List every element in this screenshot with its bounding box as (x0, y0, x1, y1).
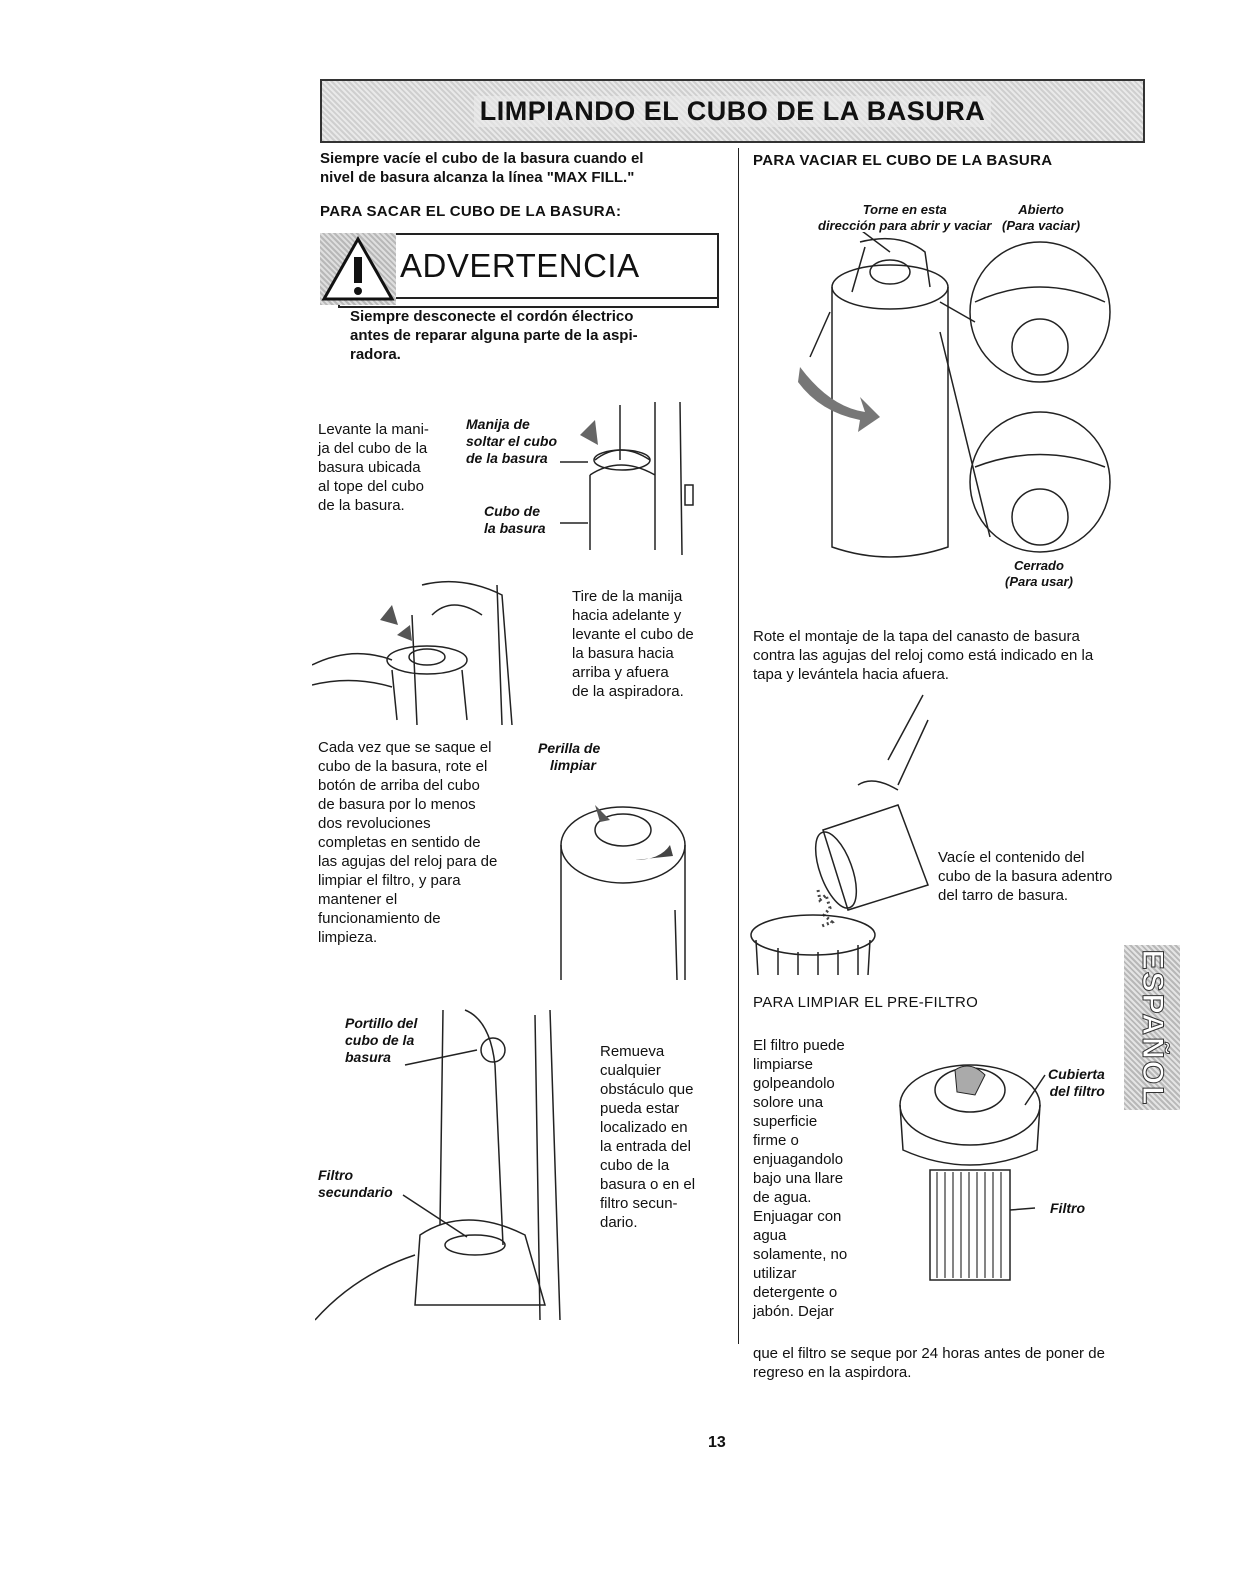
lid-rotation-illustration (790, 232, 1120, 562)
text-line: Levante la mani- (318, 421, 429, 438)
text-line: filtro secun- (600, 1195, 678, 1212)
language-tab-label: ESPAÑOL (1136, 949, 1169, 1106)
text-line: basura o en el (600, 1176, 696, 1193)
warning-line: radora. (350, 346, 401, 363)
label-line: Torne en esta (862, 202, 947, 217)
label-turn-direction (818, 202, 991, 234)
remove-dirt-cup-illustration (312, 575, 552, 725)
warning-text (350, 307, 700, 364)
text-line: ja del cubo de la (318, 440, 428, 457)
text-line: utilizar (753, 1265, 797, 1282)
text-line: contra las agujas del reloj como está indicado en la (753, 647, 1094, 664)
intro-line: nivel de basura alcanza la línea "MAX FILL." (320, 169, 635, 186)
label-line: limpiar (550, 757, 596, 773)
text-line: de basura por lo menos (318, 796, 476, 813)
section-heading-remove: PARA SACAR EL CUBO DE LA BASURA: (320, 203, 622, 220)
label-dirt-cup (484, 503, 545, 537)
vacuum-handle-illustration (560, 400, 710, 560)
text-line: dario. (600, 1214, 638, 1231)
intro-line: Siempre vacíe el cubo de la basura cuando el (320, 150, 644, 167)
text-line: botón de arriba del cubo (318, 777, 480, 794)
label-line: soltar el cubo (466, 433, 558, 449)
label-filter: Filtro (1050, 1200, 1085, 1216)
text-line: superficie (753, 1113, 818, 1130)
text-line: bajo una llare (753, 1170, 844, 1187)
label-filter-cover (1048, 1066, 1105, 1100)
label-line: Portillo del (345, 1015, 418, 1031)
text-line: arriba y afuera (572, 664, 669, 681)
secondary-filter-illustration (315, 1005, 595, 1325)
text-line: dos revoluciones (318, 815, 431, 832)
text-line: pueda estar (600, 1100, 680, 1117)
page-number: 13 (708, 1434, 726, 1451)
text-line: de agua. (753, 1189, 812, 1206)
label-line: Manija de (466, 416, 530, 432)
label-line: Cerrado (1014, 558, 1064, 573)
label-line: Perilla de (538, 740, 601, 756)
text-line: Remueva (600, 1043, 665, 1060)
text-line: de la basura. (318, 497, 405, 514)
step1-text (318, 420, 458, 515)
text-line: firme o (753, 1132, 799, 1149)
label-cleaning-knob (538, 740, 600, 774)
column-divider (738, 148, 739, 1344)
text-line: funcionamiento de (318, 910, 441, 927)
text-line: limpiar el filtro, y para (318, 872, 461, 889)
text-line: al tope del cubo (318, 478, 424, 495)
text-line: detergente o (753, 1284, 838, 1301)
label-line: Abierto (1018, 202, 1064, 217)
text-line: jabón. Dejar (753, 1303, 834, 1320)
text-line: agua (753, 1227, 787, 1244)
intro-text (320, 149, 720, 187)
text-line: de la aspiradora. (572, 683, 684, 700)
label-line: Cubo de (484, 503, 540, 519)
label-closed (1005, 558, 1073, 590)
cleaning-knob-illustration (555, 790, 705, 980)
text-line: del tarro de basura. (938, 887, 1069, 904)
text-line: golpeandolo (753, 1075, 835, 1092)
label-line: Cubierta (1048, 1066, 1105, 1082)
section-heading-prefilter: PARA LIMPIAR EL PRE-FILTRO (753, 994, 979, 1011)
text-line: la basura hacia (572, 645, 674, 662)
text-line: Cada vez que se saque el (318, 739, 492, 756)
label-line: secundario (318, 1184, 393, 1200)
text-line: cualquier (600, 1062, 661, 1079)
page-title: LIMPIANDO EL CUBO DE LA BASURA (474, 96, 992, 127)
prefilter-text-tail (753, 1344, 1153, 1382)
text-line: que el filtro se seque por 24 horas antes de poner de (753, 1345, 1105, 1362)
label-line: de la basura (466, 450, 548, 466)
label-line: dirección para abrir y vaciar (818, 218, 992, 233)
label-line: (Para usar) (1005, 574, 1073, 589)
prefilter-illustration (895, 1050, 1055, 1290)
text-line: tapa y levántela hacia afuera. (753, 666, 949, 683)
label-release-handle (466, 416, 557, 467)
text-line: enjuagandolo (753, 1151, 844, 1168)
step3-text (318, 738, 528, 947)
text-line: Rote el montaje de la tapa del canasto de basura (753, 628, 1080, 645)
text-line: Enjuagar con (753, 1208, 842, 1225)
text-line: obstáculo que (600, 1081, 694, 1098)
text-line: las agujas del reloj para de (318, 853, 498, 870)
step4-text (600, 1042, 730, 1232)
empty-contents-text (938, 848, 1138, 905)
text-line: completas en sentido de (318, 834, 481, 851)
text-line: limpiarse (753, 1056, 814, 1073)
prefilter-text (753, 1036, 883, 1321)
text-line: mantener el (318, 891, 398, 908)
text-line: regreso en la aspirdora. (753, 1364, 912, 1381)
warning-icon-bg (320, 233, 396, 305)
label-line: Filtro (318, 1167, 353, 1183)
emptying-dirt-cup-illustration (748, 690, 948, 980)
text-line: levante el cubo de (572, 626, 694, 643)
text-line: cubo de la basura adentro (938, 868, 1113, 885)
text-line: localizado en (600, 1119, 688, 1136)
text-line: basura ubicada (318, 459, 421, 476)
section-heading-empty: PARA VACIAR EL CUBO DE LA BASURA (753, 152, 1053, 169)
label-line: cubo de la (345, 1032, 415, 1048)
step2-text (572, 587, 722, 701)
text-line: El filtro puede (753, 1037, 845, 1054)
text-line: Vacíe el contenido del (938, 849, 1085, 866)
warning-line: Siempre desconecte el cordón électrico (350, 308, 634, 325)
label-line: la basura (484, 520, 546, 536)
language-side-tab (1124, 945, 1180, 1110)
label-open (1002, 202, 1080, 234)
text-line: hacia adelante y (572, 607, 682, 624)
page-title-banner (320, 79, 1145, 143)
text-line: solore una (753, 1094, 824, 1111)
text-line: cubo de la basura, rote el (318, 758, 488, 775)
label-line: (Para vaciar) (1002, 218, 1081, 233)
text-line: solamente, no (753, 1246, 848, 1263)
text-line: limpieza. (318, 929, 378, 946)
rotate-lid-text (753, 627, 1133, 684)
text-line: Tire de la manija (572, 588, 683, 605)
text-line: la entrada del (600, 1138, 691, 1155)
label-line: basura (345, 1049, 391, 1065)
label-line: del filtro (1049, 1083, 1105, 1099)
warning-title: ADVERTENCIA (400, 247, 640, 284)
text-line: cubo de la (600, 1157, 670, 1174)
warning-triangle-icon (320, 233, 396, 305)
warning-line: antes de reparar alguna parte de la aspi- (350, 327, 638, 344)
